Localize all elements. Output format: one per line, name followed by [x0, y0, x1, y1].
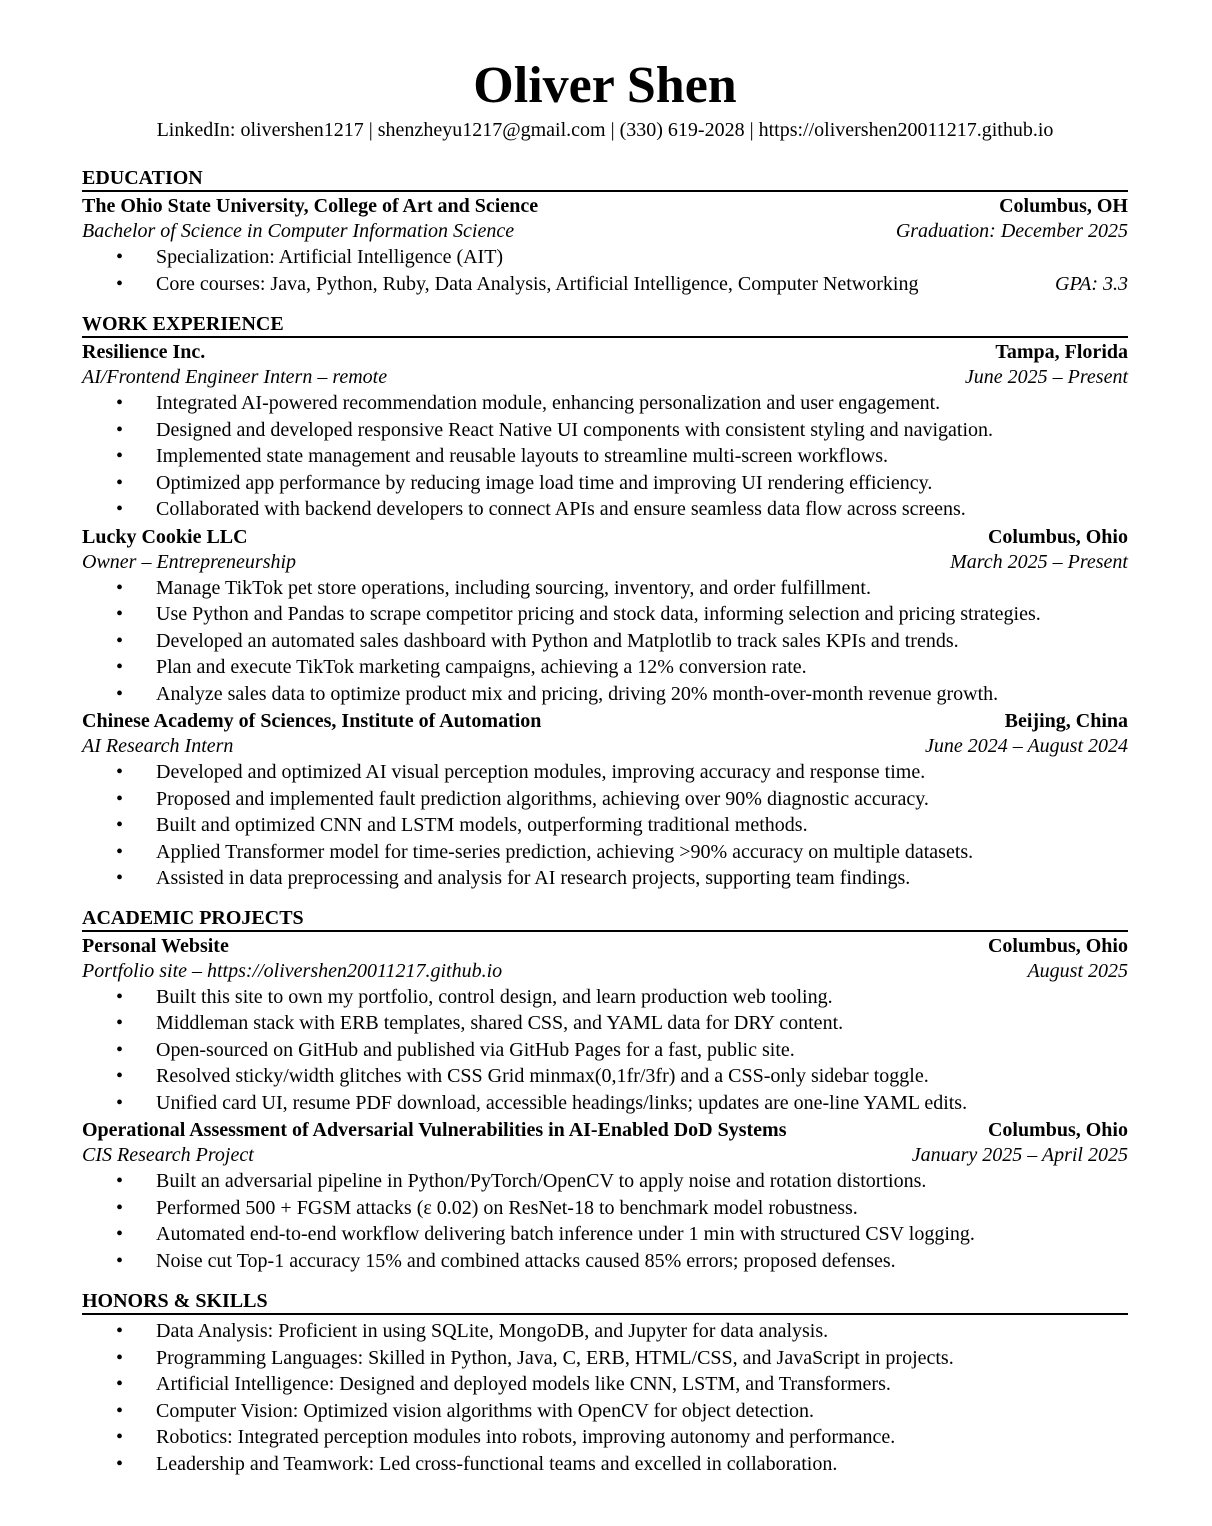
bullet-text: Integrated AI-powered recommendation module, enhancing personalization and user engagement. — [156, 392, 941, 414]
section-title-projects: ACADEMIC PROJECTS — [82, 906, 1128, 932]
entry-role: Portfolio site – https://olivershen20011217.github.io — [82, 959, 503, 982]
list-item — [82, 1371, 1128, 1398]
education-section — [82, 166, 1128, 297]
bullet-icon: • — [116, 576, 124, 599]
list-item — [82, 812, 1128, 839]
projects-section — [82, 906, 1128, 1275]
bullet-text: Built an adversarial pipeline in Python/PyTorch/OpenCV to apply noise and rotation distortions. — [156, 1170, 927, 1192]
bullet-icon: • — [116, 840, 124, 863]
list-item — [82, 1318, 1128, 1345]
bullet-text: Proposed and implemented fault prediction algorithms, achieving over 90% diagnostic accuracy. — [156, 787, 929, 810]
list-item — [82, 601, 1128, 628]
list-item — [82, 1010, 1128, 1037]
bullet-icon: • — [116, 814, 124, 836]
bullet-text: Core courses: Java, Python, Ruby, Data Analysis, Artificial Intelligence, Computer Networking — [156, 272, 919, 295]
bullet-text: Performed 500 + FGSM attacks (ε 0.02) on ResNet-18 to benchmark model robustness. — [156, 1196, 858, 1219]
list-item — [82, 1195, 1128, 1222]
entry-bullets — [82, 390, 1128, 523]
entry-header-row — [82, 1118, 1128, 1143]
list-item — [82, 417, 1128, 444]
entry-role: AI Research Intern — [82, 735, 234, 757]
bullet-text: Specialization: Artificial Intelligence (AIT) — [156, 246, 504, 268]
list-item — [82, 1248, 1128, 1275]
candidate-name: Oliver Shen — [473, 57, 737, 114]
bullet-text: Unified card UI, resume PDF download, accessible headings/links; updates are one-line YAML edits. — [156, 1091, 968, 1114]
entry — [82, 709, 1128, 892]
list-item — [82, 1424, 1128, 1451]
list-item — [82, 759, 1128, 786]
section-title-work: WORK EXPERIENCE — [82, 312, 1128, 338]
bullet-icon: • — [116, 1170, 124, 1192]
entry-role: Owner – Entrepreneurship — [82, 550, 297, 573]
bullet-icon: • — [116, 1038, 124, 1061]
bullet-text: Leadership and Teamwork: Led cross-functional teams and excelled in collaboration. — [156, 1452, 838, 1475]
bullet-icon: • — [116, 656, 124, 678]
entry-bullets — [82, 1168, 1128, 1274]
list-item — [82, 654, 1128, 681]
bullet-row — [156, 271, 1128, 298]
bullet-text: Computer Vision: Optimized vision algorithms with OpenCV for object detection. — [156, 1399, 814, 1422]
list-item — [82, 984, 1128, 1011]
organization-name: Resilience Inc. — [82, 341, 206, 363]
organization-name: Chinese Academy of Sciences, Institute of Automation — [82, 710, 542, 732]
entry-subheader-row — [82, 959, 1128, 984]
contact-line: LinkedIn: olivershen1217 | shenzheyu1217@gmail.com | (330) 619-2028 | https://olivershen20011217.github.io — [156, 119, 1054, 141]
entry — [82, 934, 1128, 1117]
bullet-icon: • — [116, 246, 124, 268]
bullet-text: Automated end-to-end workflow delivering batch inference under 1 min with structured CSV logging. — [156, 1223, 975, 1245]
bullet-icon: • — [116, 1426, 124, 1448]
bullet-text: Artificial Intelligence: Designed and deployed models like CNN, LSTM, and Transformers. — [156, 1373, 891, 1395]
bullet-icon: • — [116, 761, 124, 783]
bullet-icon: • — [116, 629, 124, 652]
entry-dates: January 2025 – April 2025 — [911, 1144, 1128, 1166]
bullet-text: Middleman stack with ERB templates, shared CSS, and YAML data for DRY content. — [156, 1012, 844, 1034]
bullet-icon: • — [116, 1249, 124, 1272]
entry-dates: March 2025 – Present — [950, 550, 1128, 573]
entry-header-row — [82, 194, 1128, 219]
bullet-icon: • — [116, 1065, 124, 1087]
list-item — [82, 244, 1128, 271]
education-entry — [82, 194, 1128, 297]
list-item — [82, 628, 1128, 655]
bullet-text: Open-sourced on GitHub and published via GitHub Pages for a fast, public site. — [156, 1038, 795, 1061]
entry-header-row — [82, 340, 1128, 365]
entry-bullets — [82, 759, 1128, 892]
bullet-icon: • — [116, 1091, 124, 1114]
entry-location: Tampa, Florida — [995, 341, 1128, 363]
entry-location: Beijing, China — [1004, 710, 1128, 732]
bullet-icon: • — [116, 1346, 124, 1369]
bullet-text: Programming Languages: Skilled in Python, Java, C, ERB, HTML/CSS, and JavaScript in projects. — [156, 1346, 954, 1369]
entry-location: Columbus, Ohio — [987, 525, 1128, 548]
bullet-icon: • — [116, 682, 124, 705]
entry-dates: June 2025 – Present — [964, 366, 1128, 388]
degree: Bachelor of Science in Computer Information Science — [82, 220, 515, 242]
entry-header-row — [82, 709, 1128, 734]
list-item — [82, 1398, 1128, 1425]
bullet-text: Applied Transformer model for time-series prediction, achieving >90% accuracy on multiple datasets. — [156, 840, 974, 863]
bullet-icon: • — [116, 272, 124, 295]
list-item — [82, 1221, 1128, 1248]
bullet-icon: • — [116, 418, 124, 441]
bullet-icon: • — [116, 1373, 124, 1395]
bullet-icon: • — [116, 471, 124, 494]
bullet-icon: • — [116, 867, 124, 889]
list-item — [82, 443, 1128, 470]
bullet-icon: • — [116, 1399, 124, 1422]
bullet-text: Designed and developed responsive React Native UI components with consistent styling and navigation. — [156, 418, 994, 441]
skills-section — [82, 1289, 1128, 1477]
organization-name: Personal Website — [82, 934, 229, 957]
entry-dates: June 2024 – August 2024 — [925, 735, 1128, 757]
education-bullets — [82, 244, 1128, 297]
list-item — [82, 575, 1128, 602]
list-item — [82, 865, 1128, 892]
list-item — [82, 1090, 1128, 1117]
bullet-text: Developed and optimized AI visual perception modules, improving accuracy and response time. — [156, 761, 926, 783]
entry-bullets — [82, 575, 1128, 708]
bullet-text: Plan and execute TikTok marketing campaigns, achieving a 12% conversion rate. — [156, 656, 807, 678]
entry-subheader-row — [82, 734, 1128, 759]
school-location: Columbus, OH — [999, 195, 1128, 217]
bullet-text: Assisted in data preprocessing and analysis for AI research projects, supporting team findings. — [156, 867, 911, 889]
bullet-text: Data Analysis: Proficient in using SQLite, MongoDB, and Jupyter for data analysis. — [156, 1320, 829, 1342]
gpa: GPA: 3.3 — [1055, 272, 1128, 295]
section-title-skills: HONORS & SKILLS — [82, 1289, 1128, 1315]
list-item — [82, 271, 1128, 298]
bullet-text: Built and optimized CNN and LSTM models, outperforming traditional methods. — [156, 814, 808, 836]
entry-header-row — [82, 525, 1128, 550]
entry-location: Columbus, Ohio — [987, 1119, 1128, 1141]
organization-name: Operational Assessment of Adversarial Vulnerabilities in AI-Enabled DoD Systems — [82, 1119, 787, 1141]
bullet-text: Analyze sales data to optimize product mix and pricing, driving 20% month-over-month revenue growth. — [156, 682, 999, 705]
organization-name: Lucky Cookie LLC — [82, 525, 248, 548]
bullet-text: Resolved sticky/width glitches with CSS Grid minmax(0,1fr/3fr) and a CSS-only sidebar toggle. — [156, 1065, 929, 1087]
list-item — [82, 786, 1128, 813]
entry-header-row — [82, 934, 1128, 959]
bullet-text: Robotics: Integrated perception modules into robots, improving autonomy and performance. — [156, 1426, 896, 1448]
bullet-icon: • — [116, 1320, 124, 1342]
bullet-text: Noise cut Top-1 accuracy 15% and combined attacks caused 85% errors; proposed defenses. — [156, 1249, 896, 1272]
list-item — [82, 1451, 1128, 1478]
list-item — [82, 1168, 1128, 1195]
entry-subheader-row — [82, 1143, 1128, 1168]
bullet-text: Developed an automated sales dashboard with Python and Matplotlib to track sales KPIs and trends. — [156, 629, 959, 652]
entry-subheader-row — [82, 365, 1128, 390]
skills-bullets — [82, 1318, 1128, 1477]
entry — [82, 525, 1128, 708]
bullet-icon: • — [116, 1196, 124, 1219]
list-item — [82, 496, 1128, 523]
entry — [82, 340, 1128, 523]
entry — [82, 1118, 1128, 1274]
list-item — [82, 681, 1128, 708]
bullet-icon: • — [116, 1452, 124, 1475]
entry-bullets — [82, 984, 1128, 1117]
list-item — [82, 390, 1128, 417]
bullet-icon: • — [116, 445, 124, 467]
entry-dates: August 2025 — [1027, 959, 1128, 982]
work-entries — [82, 340, 1128, 892]
entry-subheader-row — [82, 219, 1128, 244]
bullet-text: Built this site to own my portfolio, control design, and learn production web tooling. — [156, 985, 833, 1008]
school-name: The Ohio State University, College of Art and Science — [82, 195, 539, 217]
work-section — [82, 312, 1128, 892]
list-item — [82, 1345, 1128, 1372]
list-item — [82, 470, 1128, 497]
list-item — [82, 839, 1128, 866]
bullet-icon: • — [116, 985, 124, 1008]
entry-subheader-row — [82, 550, 1128, 575]
list-item — [82, 1063, 1128, 1090]
entry-role: AI/Frontend Engineer Intern – remote — [82, 366, 388, 388]
bullet-text: Use Python and Pandas to scrape competitor pricing and stock data, informing selection and pricing strategies. — [156, 603, 1041, 625]
entry-location: Columbus, Ohio — [987, 934, 1128, 957]
bullet-icon: • — [116, 1223, 124, 1245]
bullet-icon: • — [116, 603, 124, 625]
bullet-icon: • — [116, 1012, 124, 1034]
bullet-text: Manage TikTok pet store operations, including sourcing, inventory, and order fulfillment. — [156, 576, 871, 599]
entry-role: CIS Research Project — [82, 1144, 254, 1166]
bullet-icon: • — [116, 787, 124, 810]
bullet-text: Collaborated with backend developers to connect APIs and ensure seamless data flow across screens. — [156, 498, 966, 520]
bullet-icon: • — [116, 498, 124, 520]
bullet-text: Implemented state management and reusable layouts to streamline multi-screen workflows. — [156, 445, 888, 467]
section-title-education: EDUCATION — [82, 166, 1128, 192]
bullet-icon: • — [116, 392, 124, 414]
project-entries — [82, 934, 1128, 1275]
graduation-date: Graduation: December 2025 — [895, 220, 1128, 242]
bullet-text: Optimized app performance by reducing image load time and improving UI rendering efficiency. — [156, 471, 933, 494]
list-item — [82, 1037, 1128, 1064]
